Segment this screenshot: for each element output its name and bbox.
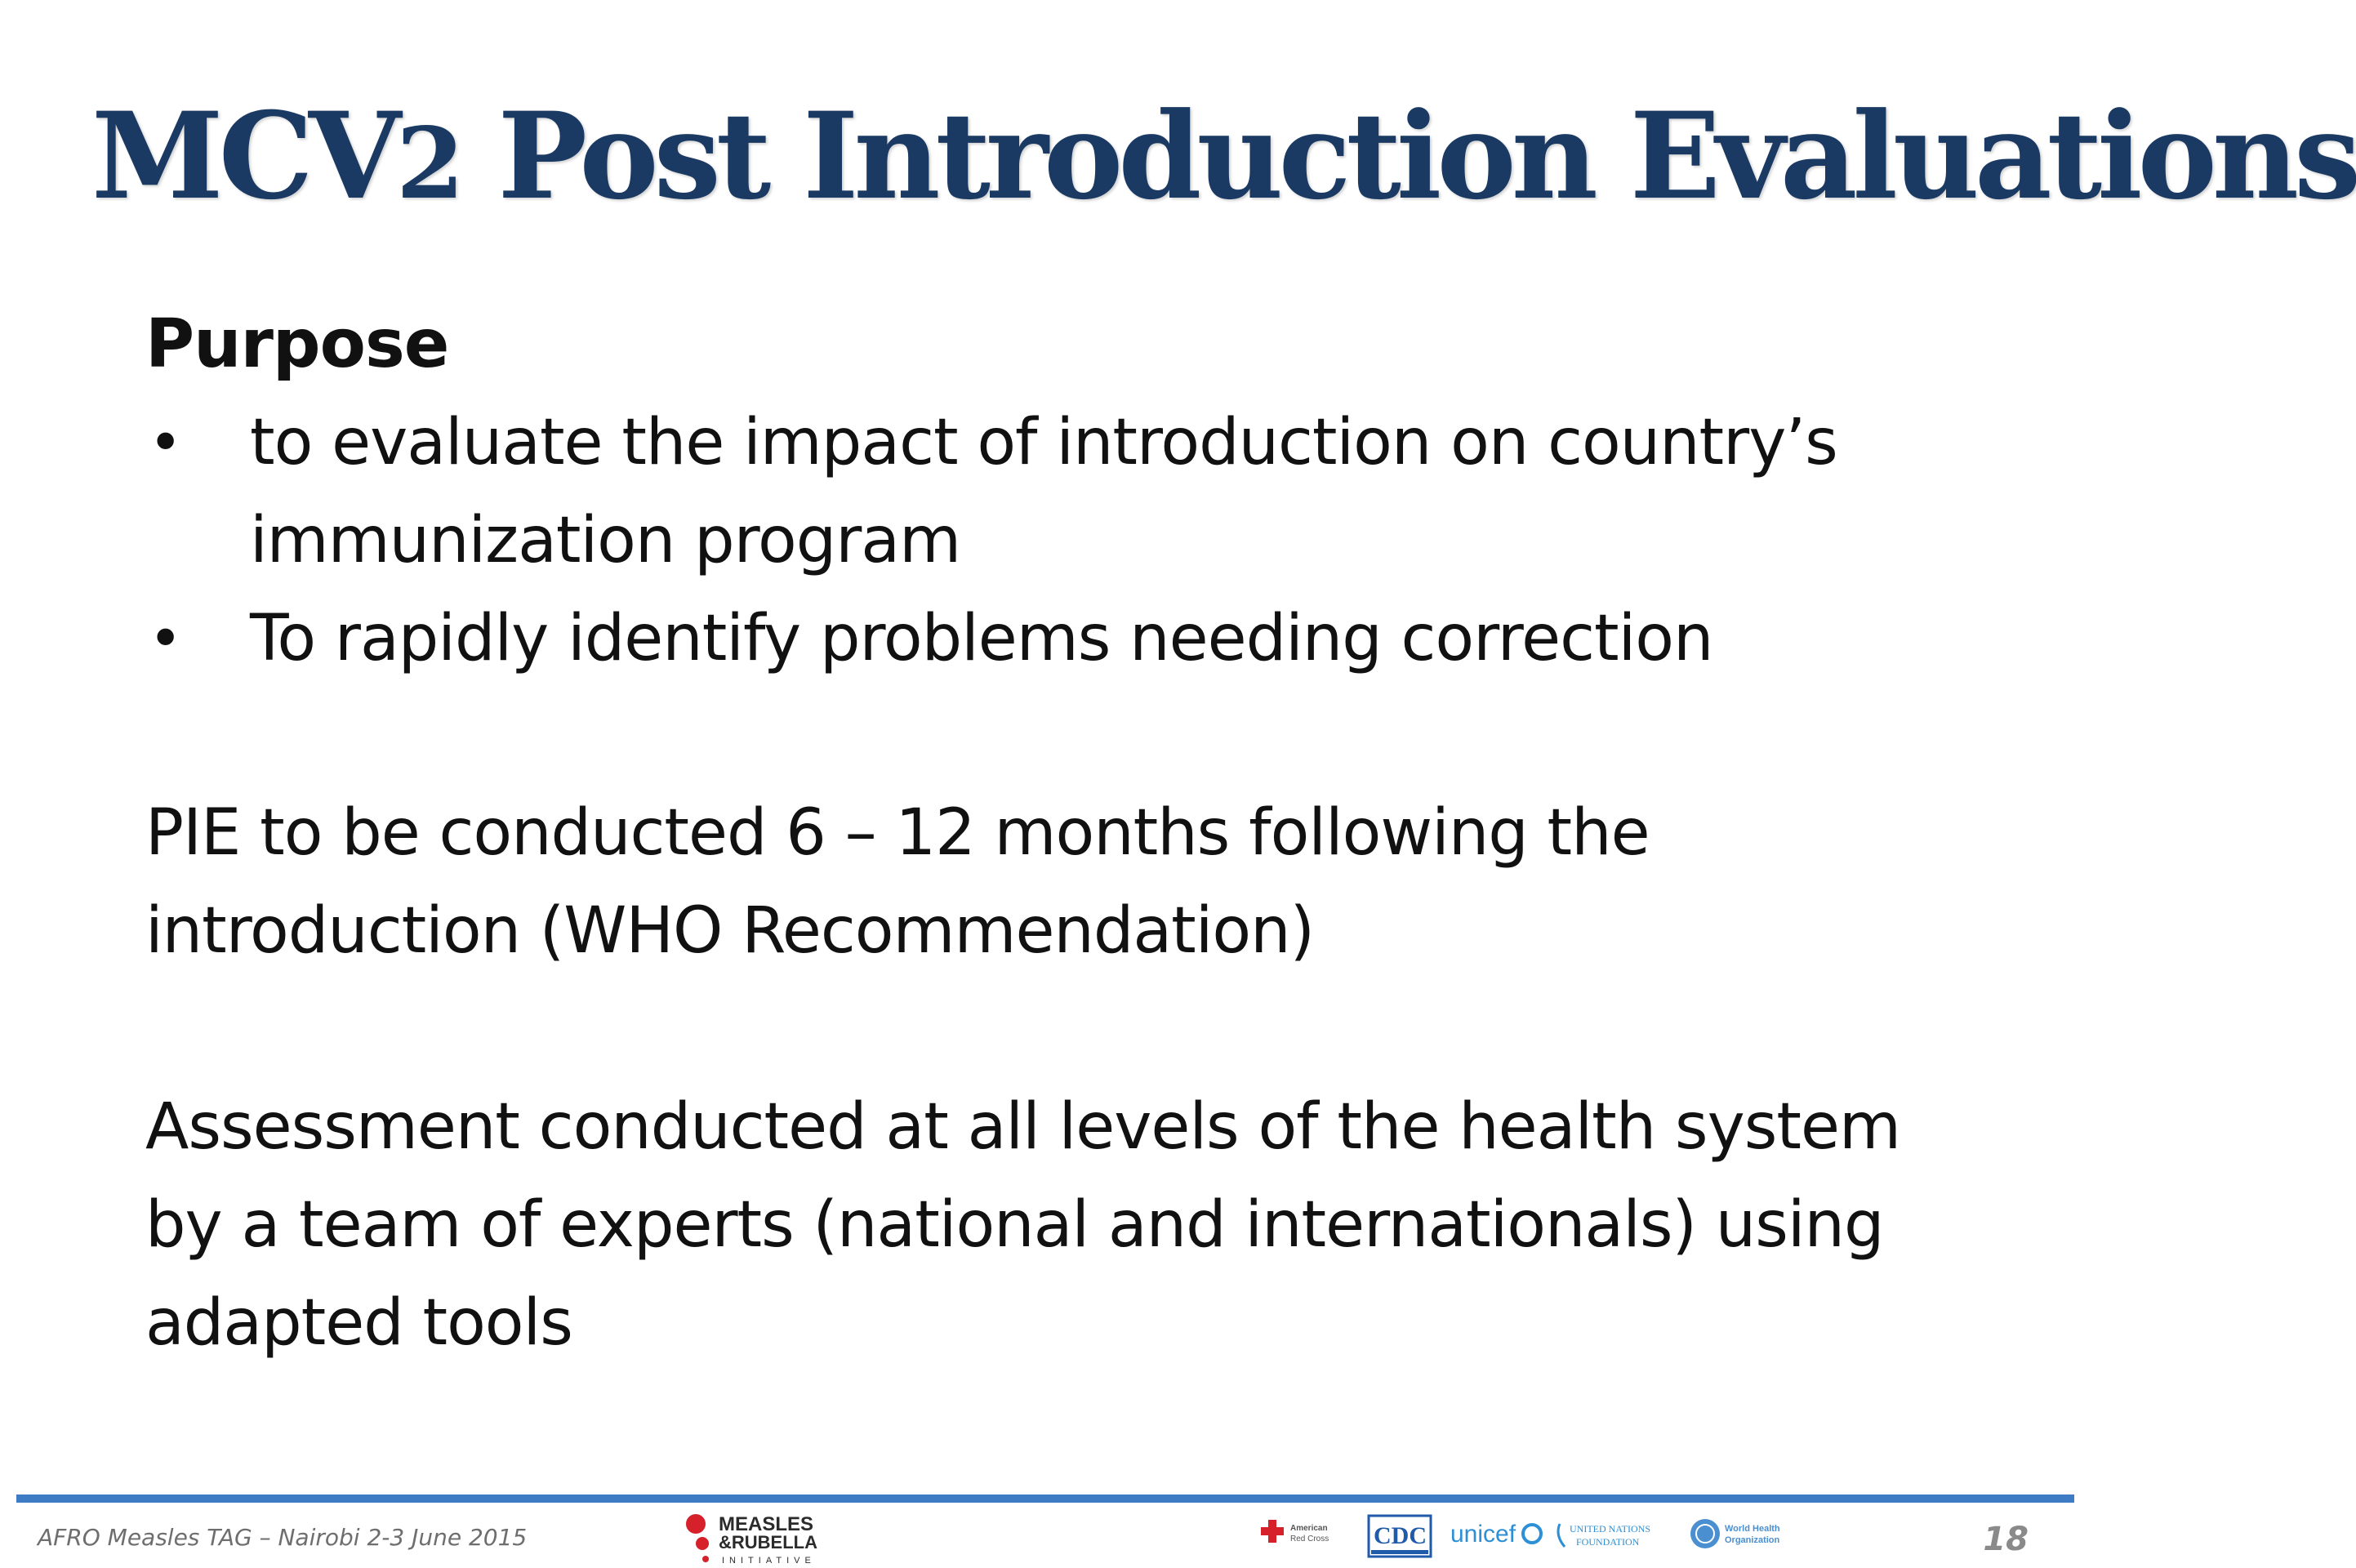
who-line1: World Health [1725, 1524, 1780, 1534]
unicef-logo-text: unicef [1450, 1521, 1516, 1548]
title-rest: Post Introduction Evaluations [461, 87, 2356, 226]
purpose-bullet-list [145, 394, 1942, 688]
red-cross-line2: Red Cross [1290, 1535, 1329, 1544]
un-foundation-logo [1558, 1523, 1650, 1548]
red-cross-line1: American [1290, 1524, 1328, 1533]
bullet-icon: • [149, 409, 182, 476]
footer-divider [16, 1494, 2074, 1503]
title-subscript: 2 [396, 106, 461, 221]
who-line2: Organization [1725, 1535, 1780, 1545]
un-foundation-line2: FOUNDATION [1576, 1536, 1640, 1548]
rubella-logo-text: &RUBELLA [719, 1532, 817, 1552]
assessment-paragraph: Assessment conducted at all levels of the health system by a team of experts (national and internationals) using adapted tools [145, 1090, 1900, 1360]
bullet-text: To rapidly identify problems needing correction [250, 602, 1713, 675]
initiative-logo-text: INITIATIVE [722, 1556, 816, 1566]
pie-timing-paragraph: PIE to be conducted 6 – 12 months following the introduction (WHO Recommendation) [145, 796, 1650, 968]
slide-title [91, 87, 2356, 226]
measles-rubella-initiative-logo [684, 1512, 840, 1566]
purpose-heading: Purpose [145, 305, 449, 383]
initiative-dot-icon [702, 1556, 709, 1562]
american-red-cross-logo [1261, 1520, 1329, 1544]
bullet-item [145, 394, 1942, 590]
unicef-logo [1450, 1521, 1541, 1548]
measles-logo-text: MEASLES [719, 1513, 814, 1535]
who-logo [1690, 1519, 1780, 1548]
cdc-logo [1369, 1516, 1431, 1557]
rubella-dot-icon [696, 1537, 709, 1550]
measles-dot-icon [686, 1514, 706, 1534]
cdc-logo-text: CDC [1374, 1522, 1427, 1549]
footer-event-label: AFRO Measles TAG – Nairobi 2-3 June 2015 [38, 1524, 528, 1551]
title-main: MCV [91, 87, 397, 226]
bullet-item [145, 590, 1942, 688]
partner-logos [1256, 1511, 1828, 1561]
bullet-text: to evaluate the impact of introduction on country’s immunization program [250, 406, 1837, 577]
page-number: 18 [1983, 1521, 2029, 1558]
bullet-icon: • [149, 605, 182, 672]
un-foundation-line1: UNITED NATIONS [1570, 1523, 1650, 1535]
